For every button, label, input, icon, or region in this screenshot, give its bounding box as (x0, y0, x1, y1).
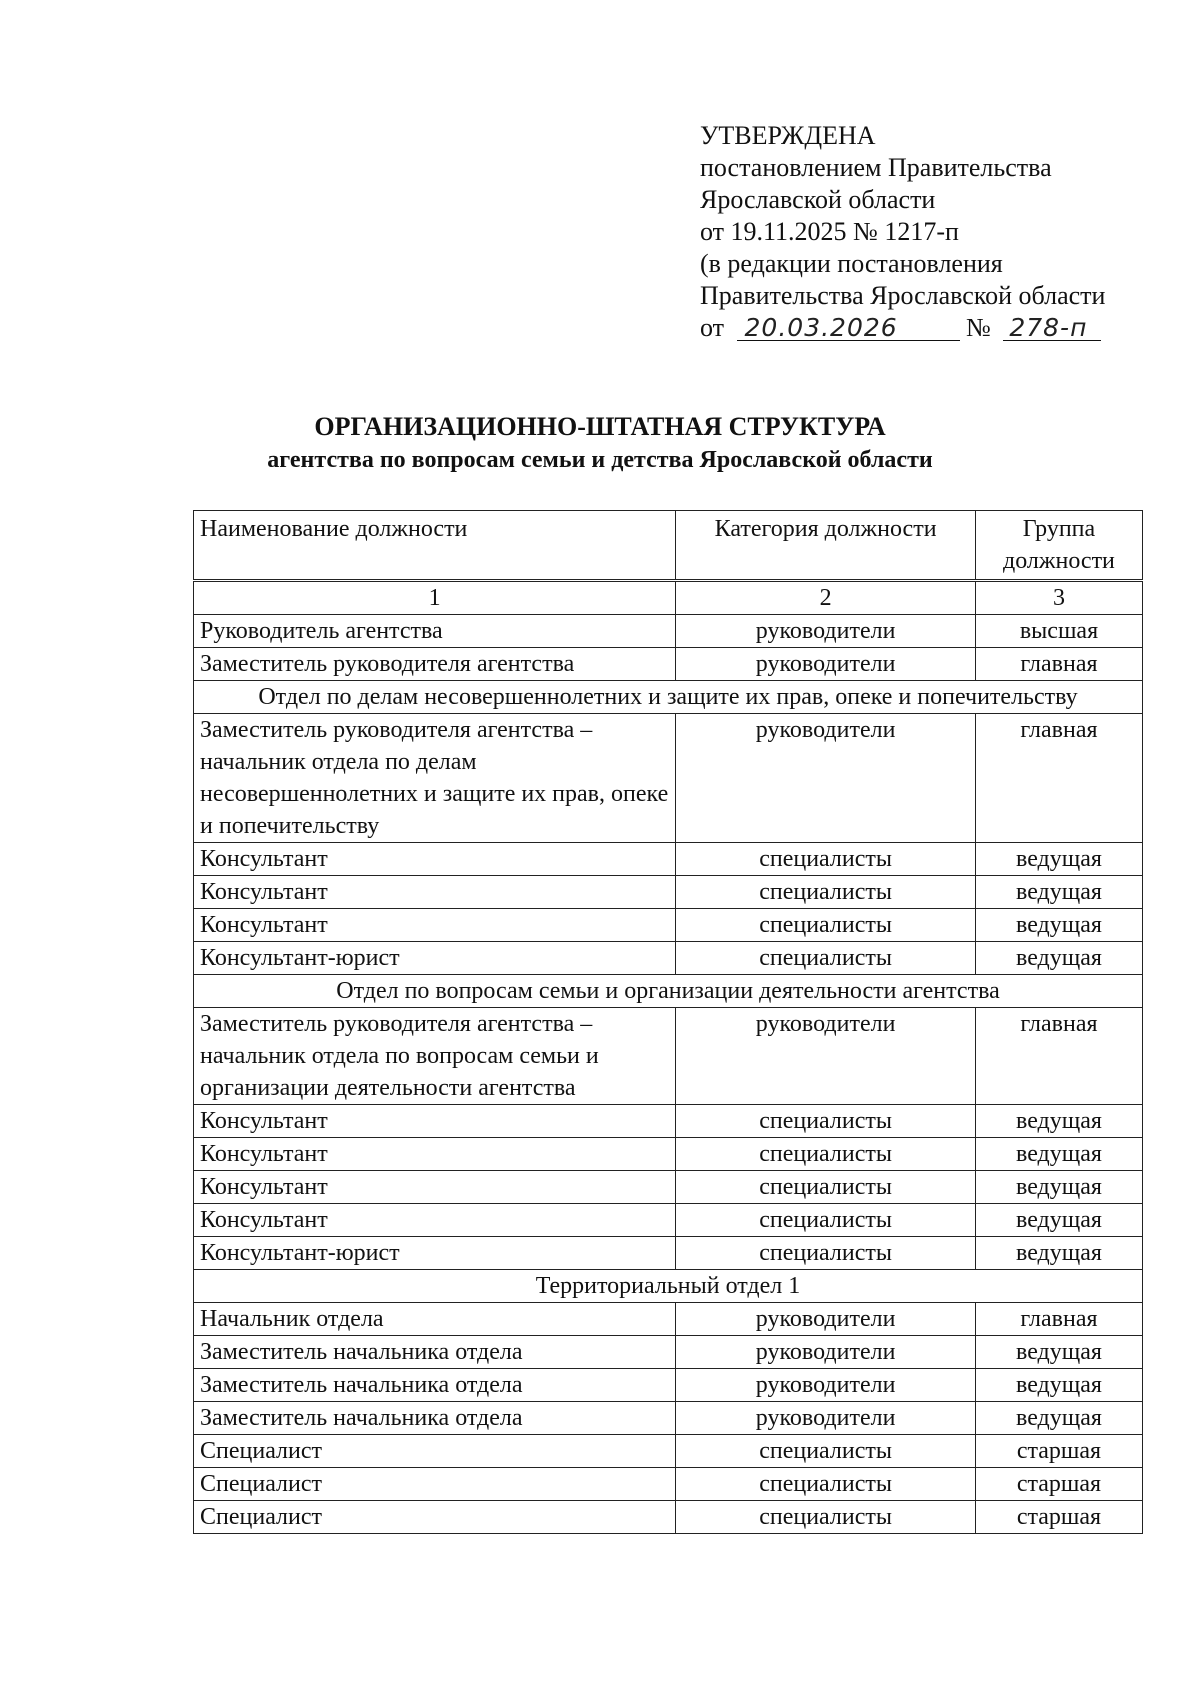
section-title: Отдел по вопросам семьи и организации деятельности агентства (194, 975, 1143, 1008)
table-header-row (194, 511, 1143, 581)
approval-line-5: (в редакции постановления (700, 249, 1003, 278)
header-position-name: Наименование должности (194, 511, 676, 581)
position-name-cell: Заместитель начальника отдела (194, 1336, 676, 1369)
table-row (194, 615, 1143, 648)
approval-line-7 (700, 312, 1105, 344)
table-row (194, 909, 1143, 942)
number-label: № (966, 313, 991, 342)
date-field (737, 313, 960, 342)
column-number-1: 1 (194, 581, 676, 615)
position-category-cell: руководители (676, 615, 976, 648)
table-row (194, 1336, 1143, 1369)
table-row (194, 942, 1143, 975)
section-title: Отдел по делам несовершеннолетних и защите их прав, опеке и попечительству (194, 681, 1143, 714)
position-category-cell: руководители (676, 1369, 976, 1402)
table-row (194, 1468, 1143, 1501)
position-group-cell: ведущая (975, 909, 1142, 942)
position-name-cell: Консультант (194, 1138, 676, 1171)
position-category-cell: специалисты (676, 1237, 976, 1270)
approval-line-4: от 19.11.2025 № 1217-п (700, 217, 959, 246)
approval-line-2: постановлением Правительства (700, 153, 1052, 182)
section-row (194, 681, 1143, 714)
handwritten-date: 20.03.2026 (744, 313, 898, 342)
position-category-cell: специалисты (676, 1468, 976, 1501)
position-category-cell: специалисты (676, 1204, 976, 1237)
position-group-cell: ведущая (975, 942, 1142, 975)
position-name-cell: Начальник отдела (194, 1303, 676, 1336)
position-group-cell: главная (975, 714, 1142, 843)
position-group-cell: главная (975, 1303, 1142, 1336)
position-group-cell: старшая (975, 1501, 1142, 1534)
section-row (194, 975, 1143, 1008)
position-group-cell: ведущая (975, 1105, 1142, 1138)
table-row (194, 1369, 1143, 1402)
column-number-3: 3 (975, 581, 1142, 615)
staff-structure-table (193, 510, 1143, 1534)
position-category-cell: руководители (676, 1303, 976, 1336)
position-group-cell: ведущая (975, 1171, 1142, 1204)
table-row (194, 876, 1143, 909)
table-row (194, 843, 1143, 876)
table-row (194, 1171, 1143, 1204)
section-title: Территориальный отдел 1 (194, 1270, 1143, 1303)
table-row (194, 648, 1143, 681)
position-name-cell: Специалист (194, 1501, 676, 1534)
position-category-cell: руководители (676, 1008, 976, 1105)
position-group-cell: ведущая (975, 843, 1142, 876)
table-row (194, 714, 1143, 843)
position-group-cell: старшая (975, 1435, 1142, 1468)
table-row (194, 1105, 1143, 1138)
header-position-group: Группа должности (975, 511, 1142, 581)
table-row (194, 1008, 1143, 1105)
column-number-row (194, 581, 1143, 615)
position-name-cell: Консультант (194, 843, 676, 876)
position-name-cell: Консультант (194, 876, 676, 909)
position-category-cell: специалисты (676, 942, 976, 975)
title-main: ОРГАНИЗАЦИОННО-ШТАТНАЯ СТРУКТУРА (314, 412, 886, 441)
position-group-cell: главная (975, 648, 1142, 681)
position-name-cell: Заместитель руководителя агентства – начальник отдела по вопросам семьи и организации деятельности агентства (194, 1008, 676, 1105)
position-name-cell: Консультант (194, 1105, 676, 1138)
position-category-cell: руководители (676, 714, 976, 843)
position-category-cell: специалисты (676, 1138, 976, 1171)
position-name-cell: Заместитель начальника отдела (194, 1369, 676, 1402)
table-row (194, 1237, 1143, 1270)
from-label: от (700, 313, 725, 342)
position-name-cell: Заместитель руководителя агентства – начальник отдела по делам несовершеннолетних и защите их прав, опеке и попечительству (194, 714, 676, 843)
position-name-cell: Консультант (194, 909, 676, 942)
position-category-cell: руководители (676, 1402, 976, 1435)
position-group-cell: ведущая (975, 876, 1142, 909)
approval-stamp-block (700, 120, 1105, 344)
column-number-2: 2 (676, 581, 976, 615)
position-name-cell: Консультант (194, 1204, 676, 1237)
position-category-cell: специалисты (676, 1105, 976, 1138)
approval-line-6: Правительства Ярославской области (700, 281, 1106, 310)
position-category-cell: специалисты (676, 909, 976, 942)
position-name-cell: Консультант-юрист (194, 1237, 676, 1270)
table-row (194, 1138, 1143, 1171)
position-group-cell: ведущая (975, 1402, 1142, 1435)
position-name-cell: Консультант (194, 1171, 676, 1204)
position-category-cell: руководители (676, 648, 976, 681)
position-group-cell: высшая (975, 615, 1142, 648)
position-category-cell: специалисты (676, 876, 976, 909)
position-group-cell: старшая (975, 1468, 1142, 1501)
title-sub: агентства по вопросам семьи и детства Ярославской области (267, 447, 933, 473)
approved-label: УТВЕРЖДЕНА (700, 121, 876, 150)
position-name-cell: Консультант-юрист (194, 942, 676, 975)
section-row (194, 1270, 1143, 1303)
table-row (194, 1204, 1143, 1237)
position-category-cell: специалисты (676, 1435, 976, 1468)
position-group-cell: ведущая (975, 1138, 1142, 1171)
position-name-cell: Заместитель начальника отдела (194, 1402, 676, 1435)
position-group-cell: ведущая (975, 1336, 1142, 1369)
position-name-cell: Руководитель агентства (194, 615, 676, 648)
approval-line-3: Ярославской области (700, 185, 936, 214)
position-group-cell: ведущая (975, 1237, 1142, 1270)
header-position-category: Категория должности (676, 511, 976, 581)
document-title (0, 410, 1200, 476)
position-category-cell: руководители (676, 1336, 976, 1369)
table-row (194, 1303, 1143, 1336)
handwritten-number: 278-п (1009, 313, 1088, 342)
position-name-cell: Заместитель руководителя агентства (194, 648, 676, 681)
table-row (194, 1501, 1143, 1534)
position-group-cell: ведущая (975, 1369, 1142, 1402)
number-field (1003, 313, 1101, 342)
position-category-cell: специалисты (676, 1501, 976, 1534)
table-body (194, 581, 1143, 1534)
position-category-cell: специалисты (676, 1171, 976, 1204)
position-name-cell: Специалист (194, 1468, 676, 1501)
position-name-cell: Специалист (194, 1435, 676, 1468)
table-row (194, 1402, 1143, 1435)
position-group-cell: ведущая (975, 1204, 1142, 1237)
table-row (194, 1435, 1143, 1468)
position-category-cell: специалисты (676, 843, 976, 876)
position-group-cell: главная (975, 1008, 1142, 1105)
